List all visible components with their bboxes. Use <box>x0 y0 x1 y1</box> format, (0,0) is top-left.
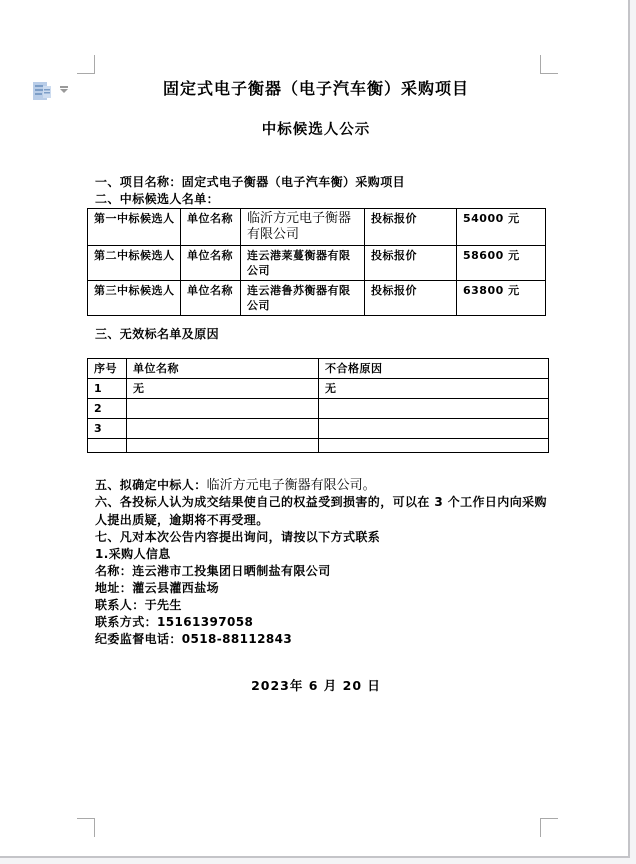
candidate-rank-cell: 第一中标候选人 <box>88 209 181 246</box>
invalid-header-index: 序号 <box>88 359 127 379</box>
invalid-table-row <box>88 439 549 453</box>
invalid-company-cell: 无 <box>127 379 319 399</box>
crop-mark-bottom-left <box>77 818 95 837</box>
candidate-company-cell: 连云港莱蔓衡器有限公司 <box>241 246 365 281</box>
purchaser-name: 名称：连云港市工投集团日晒制盐有限公司 <box>95 564 331 578</box>
purchaser-address: 地址：灌云县灌西盐场 <box>95 581 220 595</box>
candidate-row <box>88 246 546 281</box>
invalid-index-cell: 3 <box>88 419 127 439</box>
invalid-table-row <box>88 419 549 439</box>
invalid-company-cell <box>127 419 319 439</box>
section-5-label: 五、拟确定中标人： <box>95 478 207 492</box>
invalid-header-reason: 不合格原因 <box>319 359 549 379</box>
invalid-index-cell: 2 <box>88 399 127 419</box>
document-subtitle: 中标候选人公示 <box>261 122 371 138</box>
section-1-project-name: 一、项目名称：固定式电子衡器（电子汽车衡）采购项目 <box>95 175 406 189</box>
candidate-row <box>88 281 546 316</box>
candidate-price-label-cell: 投标报价 <box>365 246 457 281</box>
crop-mark-top-left <box>77 55 95 74</box>
section-3-heading: 三、无效标名单及原因 <box>95 327 220 341</box>
invalid-table-row <box>88 379 549 399</box>
candidate-field-cell: 单位名称 <box>181 281 241 316</box>
candidate-price-label-cell: 投标报价 <box>365 209 457 246</box>
invalid-index-cell <box>88 439 127 453</box>
invalid-table-header-row <box>88 359 549 379</box>
document-date: 2023年 6 月 20 日 <box>251 678 381 693</box>
purchaser-info-heading: 1.采购人信息 <box>95 547 171 561</box>
candidate-row <box>88 209 546 246</box>
section-7-inquiry: 七、凡对本次公告内容提出询问，请按以下方式联系 <box>95 530 381 544</box>
candidate-company-cell: 临沂方元电子衡器有限公司 <box>241 209 365 246</box>
candidates-table <box>87 208 546 316</box>
candidate-field-cell: 单位名称 <box>181 209 241 246</box>
candidate-company-cell: 连云港鲁苏衡器有限公司 <box>241 281 365 316</box>
crop-mark-bottom-right <box>540 818 558 837</box>
candidate-price-cell: 54000 元 <box>457 209 546 246</box>
invalid-index-cell: 1 <box>88 379 127 399</box>
purchaser-phone: 联系方式：15161397058 <box>95 615 254 629</box>
candidate-field-cell: 单位名称 <box>181 246 241 281</box>
candidate-price-cell: 63800 元 <box>457 281 546 316</box>
invalid-header-company: 单位名称 <box>127 359 319 379</box>
paste-options-button[interactable] <box>28 78 72 106</box>
candidate-rank-cell: 第三中标候选人 <box>88 281 181 316</box>
purchaser-supervision-phone: 纪委监督电话：0518-88112843 <box>95 632 293 646</box>
invalid-reason-cell <box>319 419 549 439</box>
purchaser-contact: 联系人：于先生 <box>95 598 182 612</box>
chevron-down-icon <box>60 89 68 93</box>
invalid-bids-table <box>87 358 549 453</box>
section-2-heading: 二、中标候选人名单： <box>95 192 220 206</box>
invalid-reason-cell <box>319 439 549 453</box>
document-title: 固定式电子衡器（电子汽车衡）采购项目 <box>162 79 469 98</box>
invalid-company-cell <box>127 399 319 419</box>
crop-mark-top-right <box>540 55 558 74</box>
section-5-company: 临沂方元电子衡器有限公司。 <box>206 478 376 493</box>
invalid-company-cell <box>127 439 319 453</box>
section-6-objection: 六、各投标人认为成交结果使自己的权益受到损害的，可以在 3 个工作日内向采购人提出质疑，逾期将不再受理。 <box>95 495 547 527</box>
invalid-reason-cell <box>319 399 549 419</box>
invalid-reason-cell: 无 <box>319 379 549 399</box>
invalid-table-row <box>88 399 549 419</box>
candidate-price-label-cell: 投标报价 <box>365 281 457 316</box>
section-5-winner <box>95 477 555 495</box>
candidate-rank-cell: 第二中标候选人 <box>88 246 181 281</box>
candidate-price-cell: 58600 元 <box>457 246 546 281</box>
